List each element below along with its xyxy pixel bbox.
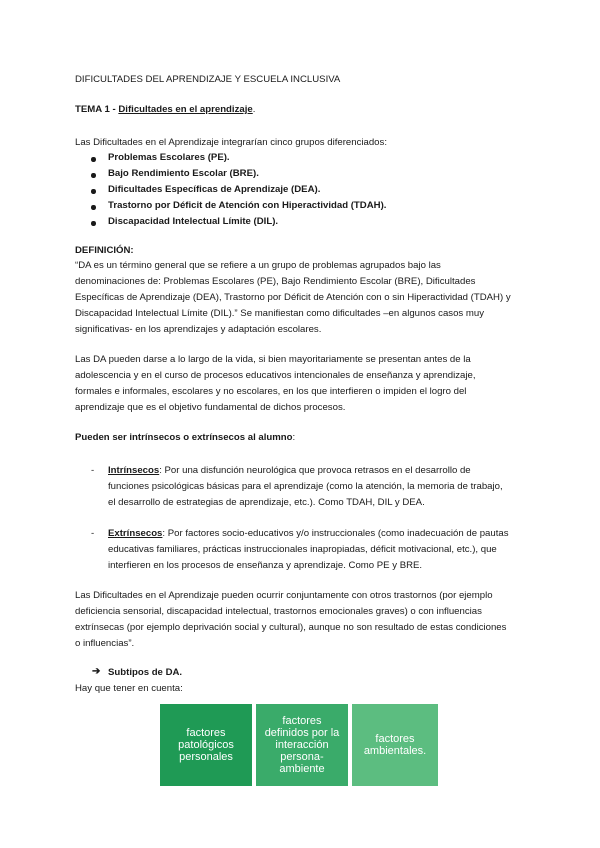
- definition-heading: DEFINICIÓN:: [75, 245, 134, 256]
- document-title: DIFICULTADES DEL APRENDIZAJE Y ESCUELA INCLUSIVA: [75, 74, 341, 85]
- factors-diagram: [160, 704, 438, 786]
- paragraph-line: Las Dificultades en el Aprendizaje pueden ocurrir conjuntamente con otros trastornos (por ejemplo: [75, 590, 493, 601]
- definition-line: Específicas de Aprendizaje (DEA), Trastorno por Déficit de Atención con o sin Hiperactividad (TDAH) y: [75, 292, 511, 303]
- extrinsecos-line: interfieren en los procesos de enseñanza y aprendizaje. Como PE y BRE.: [108, 560, 423, 571]
- tema-label: TEMA 1 -: [75, 104, 119, 115]
- extrinsecos-line: educativas familiares, prácticas instruccionales inapropiadas, déficit motivacional, etc.), que: [108, 544, 497, 555]
- definition-line: Discapacidad Intelectual Límite (DIL).” Se manifiestan como dificultades –en algunos casos muy: [75, 308, 485, 319]
- list-item: Bajo Rendimiento Escolar (BRE).: [108, 168, 259, 179]
- intrinsecos-first-line: [108, 463, 471, 480]
- extrinsecos-first-line: [108, 526, 509, 543]
- paragraph-line: formales e informales, escolares y no escolares, en los que interfieren o impiden el logro del: [75, 386, 467, 397]
- paragraph-line: deficiencia sensorial, discapacidad intelectual, trastornos emocionales graves) o con influencias: [75, 606, 482, 617]
- paragraph-line: Las DA pueden darse a lo largo de la vida, si bien mayoritariamente se presentan antes de la: [75, 354, 471, 365]
- factor-box-label: factores patológicos personales: [178, 727, 234, 763]
- intrinsecos-text: : Por una disfunción neurológica que provoca retrasos en el desarrollo de: [159, 465, 471, 476]
- bullet-icon: [91, 157, 96, 162]
- definition-line: “DA es un término general que se refiere a un grupo de problemas agrupados bajo las: [75, 260, 441, 271]
- dash-marker: -: [91, 465, 95, 476]
- list-item: Problemas Escolares (PE).: [108, 152, 230, 163]
- dash-marker: -: [91, 528, 95, 539]
- factor-box-label: factores ambientales.: [363, 733, 427, 757]
- tema-heading: [75, 102, 255, 119]
- bullet-icon: [91, 189, 96, 194]
- factor-box-label: factores definidos por la interacción persona-ambiente: [264, 715, 340, 775]
- extrinsecos-text: : Por factores socio-educativos y/o instruccionales (como inadecuación de pautas: [162, 528, 509, 539]
- definition-line: significativas- en los aprendizajes y adaptación escolares.: [75, 324, 322, 335]
- intrinsecos-label: Intrínsecos: [108, 465, 160, 476]
- paragraph-line: extrínsecas (por ejemplo deprivación social y cultural), aunque no son resultado de estas condiciones: [75, 622, 507, 633]
- extrinsecos-label: Extrínsecos: [108, 528, 163, 539]
- bullet-icon: [91, 173, 96, 178]
- list-item: Discapacidad Intelectual Límite (DIL).: [108, 216, 279, 227]
- tema-suffix: .: [252, 104, 256, 115]
- intrinsic-heading-colon: :: [292, 432, 296, 443]
- bullet-icon: [91, 221, 96, 226]
- definition-line: denominaciones de: Problemas Escolares (PE), Bajo Rendimiento Escolar (BRE), Dificultades: [75, 276, 476, 287]
- paragraph-line: o influencias”.: [75, 638, 135, 649]
- arrow-right-icon: ➔: [92, 666, 101, 677]
- list-item: Dificultades Específicas de Aprendizaje (DEA).: [108, 184, 321, 195]
- list-item: Trastorno por Déficit de Atención con Hiperactividad (TDAH).: [108, 200, 387, 211]
- intrinsecos-line: funciones psicológicas básicas para el aprendizaje (como la atención, la memoria de trabajo,: [108, 481, 503, 492]
- paragraph-line: adolescencia y en el curso de procesos educativos intencionales de enseñanza y aprendizaje,: [75, 370, 476, 381]
- intro-text: Las Dificultades en el Aprendizaje integrarían cinco grupos diferenciados:: [75, 137, 387, 148]
- tema-title: Dificultades en el aprendizaje: [118, 104, 253, 115]
- factor-box-personal: [160, 704, 252, 786]
- intrinsic-heading-text: Pueden ser intrínsecos o extrínsecos al alumno: [75, 432, 293, 443]
- intrinsic-extrinsic-heading: [75, 430, 295, 447]
- paragraph-line: aprendizaje que es el objetivo fundamental de dichos procesos.: [75, 402, 346, 413]
- tener-en-cuenta: Hay que tener en cuenta:: [75, 683, 183, 694]
- bullet-icon: [91, 205, 96, 210]
- subtipos-heading: Subtipos de DA.: [108, 667, 183, 678]
- factor-box-interaction: [256, 704, 348, 786]
- intrinsecos-line: el desarrollo de estrategias de aprendizaje, etc.). Como TDAH, DIL y DEA.: [108, 497, 425, 508]
- factor-box-environment: [352, 704, 438, 786]
